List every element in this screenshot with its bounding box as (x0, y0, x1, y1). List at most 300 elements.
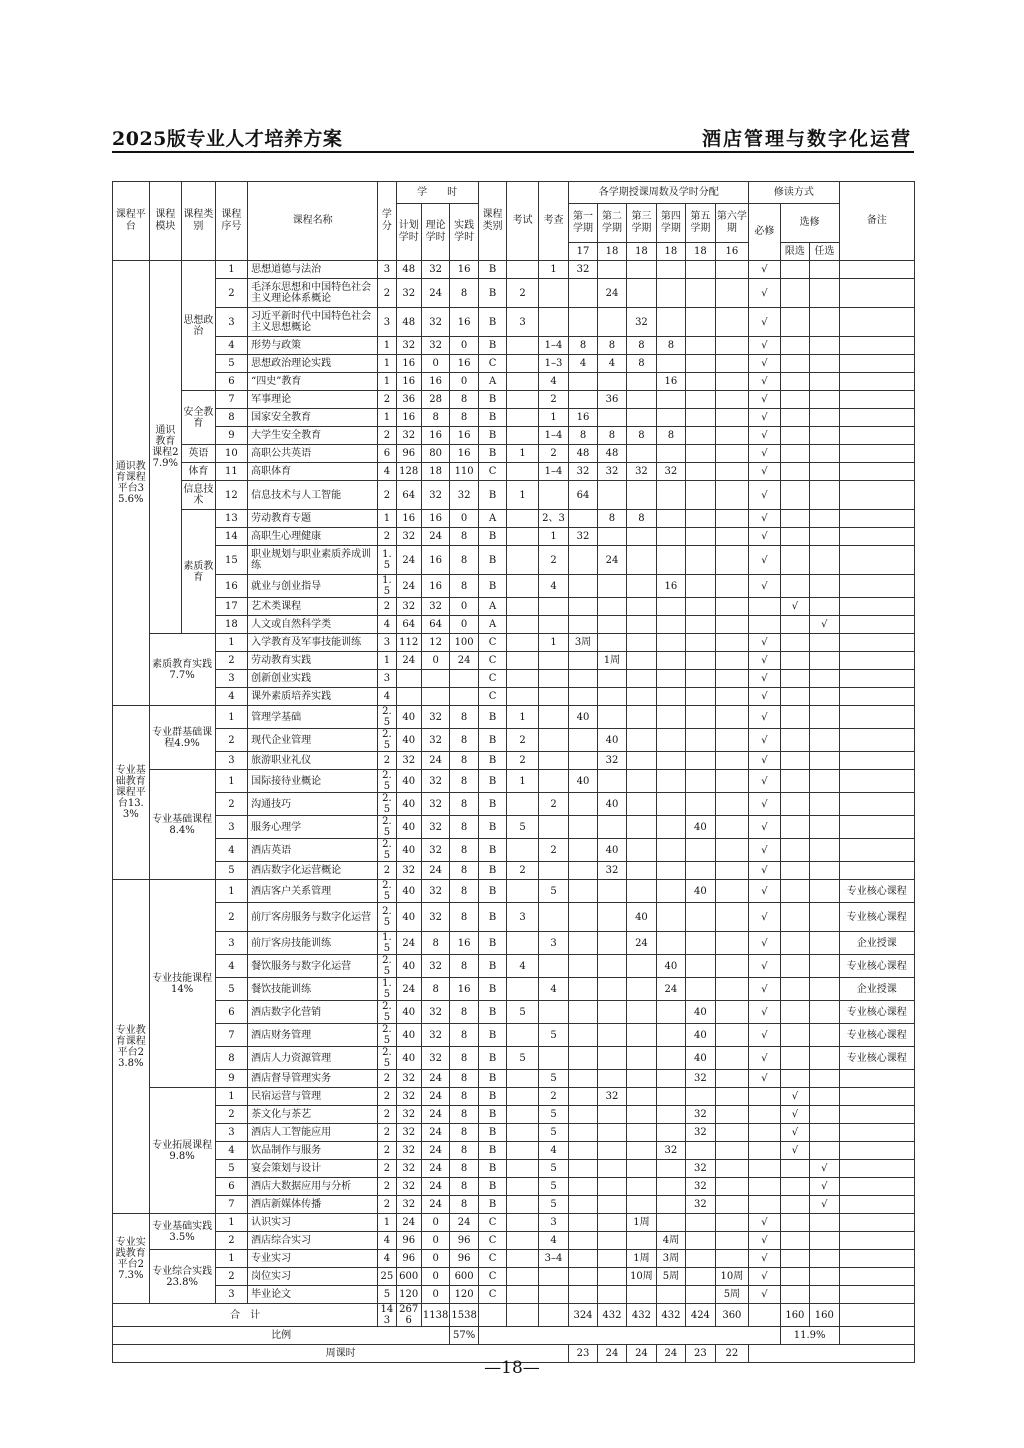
remark-cell (839, 409, 914, 427)
remark-cell (839, 1196, 914, 1214)
sem-6-cell: 5周 (715, 1286, 749, 1304)
table-row (113, 1142, 915, 1160)
sem-2-cell (597, 978, 626, 1001)
exam-cell (507, 598, 539, 616)
course-type-cell: B (478, 770, 506, 793)
theory-hours-cell: 32 (421, 481, 449, 510)
sem-1-cell (569, 839, 597, 862)
seq-cell: 5 (215, 978, 248, 1001)
course-name-cell: 岗位实习 (248, 1268, 378, 1286)
sem-4-cell (656, 1106, 685, 1124)
course-type-cell: B (478, 1088, 506, 1106)
check-cell (538, 616, 568, 634)
sem-1-cell (569, 1001, 597, 1024)
theory-hours-cell: 32 (421, 598, 449, 616)
limited-mark-cell (780, 793, 809, 816)
remark-cell (839, 616, 914, 634)
sem-1-cell: 3周 (569, 634, 597, 652)
course-type-cell: B (478, 793, 506, 816)
practice-hours-cell: 8 (450, 903, 478, 932)
sem-3-cell (627, 528, 656, 546)
plan-hours-cell: 24 (396, 978, 421, 1001)
sem-6-cell (715, 1196, 749, 1214)
theory-hours-cell: 32 (421, 1047, 449, 1070)
theory-hours-cell: 8 (421, 932, 449, 955)
col-remark: 备注 (839, 182, 914, 261)
remark-cell (839, 1070, 914, 1088)
remark-cell: 专业核心课程 (839, 1024, 914, 1047)
table-row (113, 391, 915, 409)
course-type-cell: B (478, 752, 506, 770)
course-name-cell: 旅游职业礼仪 (248, 752, 378, 770)
practice-hours-cell: 24 (450, 1214, 478, 1232)
optional-mark-cell (810, 770, 839, 793)
sem-1-cell (569, 1268, 597, 1286)
seq-cell: 1 (215, 1250, 248, 1268)
practice-hours-cell: 8 (450, 1088, 478, 1106)
sem-5-cell (686, 770, 715, 793)
sem-5-cell (686, 308, 715, 337)
optional-mark-cell (810, 706, 839, 729)
exam-cell: 1 (507, 481, 539, 510)
sem-2-cell (597, 1142, 626, 1160)
theory-hours-cell: 0 (421, 1250, 449, 1268)
category-cell: 思想政治 (182, 261, 216, 391)
doc-header-title: 2025版专业人才培养方案 (112, 128, 343, 150)
remark-cell (839, 481, 914, 510)
sem-6-cell (715, 729, 749, 752)
course-name-cell: 前厅客房服务与数字化运营 (248, 903, 378, 932)
theory-hours-cell (421, 670, 449, 688)
sem-5-cell (686, 373, 715, 391)
total-label: 合 计 (113, 1304, 378, 1327)
course-type-cell: C (478, 1268, 506, 1286)
credit-cell: 2 (378, 1160, 396, 1178)
check-cell (538, 816, 568, 839)
practice-hours-cell: 8 (450, 409, 478, 427)
plan-hours-cell: 112 (396, 634, 421, 652)
sem-4-cell (656, 839, 685, 862)
credit-cell: 4 (378, 1232, 396, 1250)
sem-3-cell: 24 (627, 932, 656, 955)
credit-cell: 2 (378, 862, 396, 880)
sem-5-cell: 32 (686, 1070, 715, 1088)
sem-4-cell (656, 1047, 685, 1070)
course-name-cell: 酒店人力资源管理 (248, 1047, 378, 1070)
sem-3-cell (627, 729, 656, 752)
check-cell (538, 1047, 568, 1070)
remark-cell (839, 463, 914, 481)
sem-5-cell (686, 752, 715, 770)
course-name-cell: 前厅客房技能训练 (248, 932, 378, 955)
credit-cell: 2 (378, 1124, 396, 1142)
sem-1-cell (569, 546, 597, 575)
course-type-cell: C (478, 463, 506, 481)
required-mark-cell: √ (749, 481, 781, 510)
seq-cell: 9 (215, 427, 248, 445)
limited-mark-cell (780, 1160, 809, 1178)
course-type-cell: B (478, 1178, 506, 1196)
sem-1-cell (569, 1070, 597, 1088)
sem-4-cell: 8 (656, 427, 685, 445)
sem-3-cell (627, 1070, 656, 1088)
sem-1-cell (569, 955, 597, 978)
check-cell: 5 (538, 1106, 568, 1124)
required-mark-cell: √ (749, 1024, 781, 1047)
required-mark-cell (749, 1088, 781, 1106)
total-credit: 143 (378, 1304, 396, 1327)
limited-mark-cell (780, 1070, 809, 1088)
plan-hours-cell: 40 (396, 816, 421, 839)
sem-4-cell (656, 1196, 685, 1214)
table-row (113, 598, 915, 616)
table-row (113, 427, 915, 445)
plan-hours-cell: 40 (396, 955, 421, 978)
seq-cell: 1 (215, 1088, 248, 1106)
required-mark-cell: √ (749, 903, 781, 932)
sem-3-cell (627, 1024, 656, 1047)
credit-cell: 2.5 (378, 793, 396, 816)
sem-2-cell: 36 (597, 391, 626, 409)
sem-1-cell (569, 1286, 597, 1304)
remark-cell (839, 355, 914, 373)
theory-hours-cell: 16 (421, 427, 449, 445)
sem-2-cell (597, 670, 626, 688)
credit-cell: 1 (378, 373, 396, 391)
course-type-cell: B (478, 261, 506, 279)
practice-hours-cell: 16 (450, 932, 478, 955)
module-cell: 专业群基础课程4.9% (149, 706, 215, 770)
plan-hours-cell: 40 (396, 1024, 421, 1047)
optional-mark-cell (810, 816, 839, 839)
sem-3-cell (627, 670, 656, 688)
sem-6-cell (715, 932, 749, 955)
course-type-cell: B (478, 862, 506, 880)
optional-mark-cell (810, 903, 839, 932)
credit-cell: 5 (378, 1286, 396, 1304)
required-mark-cell: √ (749, 409, 781, 427)
sem-1-cell (569, 1250, 597, 1268)
sem-2-cell (597, 1047, 626, 1070)
sem-6-cell (715, 409, 749, 427)
remark-cell (839, 688, 914, 706)
plan-hours-cell: 96 (396, 445, 421, 463)
required-mark-cell: √ (749, 670, 781, 688)
remark-cell: 企业授课 (839, 978, 914, 1001)
sem-2-cell: 4 (597, 355, 626, 373)
sem-6-cell (715, 652, 749, 670)
required-mark-cell: √ (749, 634, 781, 652)
weekly-sem-3: 24 (627, 1345, 656, 1363)
seq-cell: 15 (215, 546, 248, 575)
sem-6-cell (715, 706, 749, 729)
credit-cell: 2.5 (378, 1024, 396, 1047)
check-cell: 2 (538, 546, 568, 575)
practice-hours-cell: 8 (450, 1001, 478, 1024)
col-exam: 考试 (507, 182, 539, 261)
credit-cell: 1 (378, 409, 396, 427)
optional-mark-cell (810, 308, 839, 337)
sem-1-cell (569, 391, 597, 409)
optional-mark-cell (810, 1250, 839, 1268)
course-name-cell: 高职公共英语 (248, 445, 378, 463)
check-cell: 1–3 (538, 355, 568, 373)
col-study-mode: 修读方式 (749, 182, 839, 204)
sem-4-cell: 3周 (656, 1250, 685, 1268)
sem-1-cell (569, 729, 597, 752)
check-cell: 3–4 (538, 1250, 568, 1268)
limited-mark-cell (780, 839, 809, 862)
check-cell: 1 (538, 261, 568, 279)
sem-2-cell: 32 (597, 463, 626, 481)
credit-cell: 2.5 (378, 729, 396, 752)
sem-1-cell: 8 (569, 337, 597, 355)
sem-4-cell: 32 (656, 1142, 685, 1160)
sem-2-cell (597, 1268, 626, 1286)
sem-4-cell (656, 670, 685, 688)
sem-6-cell (715, 770, 749, 793)
sem-6-cell (715, 355, 749, 373)
remark-cell (839, 652, 914, 670)
sem-4-cell (656, 528, 685, 546)
seq-cell: 6 (215, 1001, 248, 1024)
blank-cell (538, 1304, 568, 1327)
exam-cell (507, 427, 539, 445)
limited-mark-cell (780, 706, 809, 729)
limited-mark-cell (780, 932, 809, 955)
sem-1-cell: 32 (569, 261, 597, 279)
platform-cell: 通识教育课程平台35.6% (113, 261, 150, 706)
course-name-cell: 课外素质培养实践 (248, 688, 378, 706)
sem-6-cell (715, 373, 749, 391)
sem-2-cell: 32 (597, 1088, 626, 1106)
sem-6-cell (715, 1214, 749, 1232)
sem-2-cell (597, 1124, 626, 1142)
sem-1-cell: 32 (569, 528, 597, 546)
sem-5-cell (686, 337, 715, 355)
course-name-cell: 国家安全教育 (248, 409, 378, 427)
exam-cell (507, 575, 539, 598)
course-type-cell: B (478, 546, 506, 575)
plan-hours-cell: 40 (396, 706, 421, 729)
remark-cell: 专业核心课程 (839, 880, 914, 903)
course-type-cell: B (478, 1124, 506, 1142)
practice-hours-cell: 8 (450, 793, 478, 816)
sem-2-cell (597, 1001, 626, 1024)
exam-cell (507, 1178, 539, 1196)
table-row (113, 373, 915, 391)
seq-cell: 10 (215, 445, 248, 463)
sem-3-cell (627, 481, 656, 510)
sem-5-cell (686, 978, 715, 1001)
limited-mark-cell (780, 1178, 809, 1196)
seq-cell: 16 (215, 575, 248, 598)
check-cell: 4 (538, 1232, 568, 1250)
sem-3-cell (627, 1106, 656, 1124)
course-type-cell: A (478, 373, 506, 391)
required-mark-cell (749, 1160, 781, 1178)
course-type-cell: B (478, 839, 506, 862)
sem-2-cell (597, 1160, 626, 1178)
required-mark-cell: √ (749, 1232, 781, 1250)
theory-hours-cell: 32 (421, 261, 449, 279)
seq-cell: 7 (215, 1024, 248, 1047)
remark-cell: 专业核心课程 (839, 1001, 914, 1024)
optional-mark-cell (810, 391, 839, 409)
credit-cell: 2 (378, 528, 396, 546)
total-sem-1: 324 (569, 1304, 597, 1327)
table-row (113, 839, 915, 862)
sem-6-cell (715, 279, 749, 308)
course-name-cell: 劳动教育实践 (248, 652, 378, 670)
table-row (113, 261, 915, 279)
sem-6-cell (715, 793, 749, 816)
limited-mark-cell (780, 261, 809, 279)
theory-hours-cell: 0 (421, 1232, 449, 1250)
required-mark-cell (749, 598, 781, 616)
sem-6-cell (715, 880, 749, 903)
sem-4-cell (656, 391, 685, 409)
theory-hours-cell: 32 (421, 337, 449, 355)
plan-hours-cell: 32 (396, 337, 421, 355)
plan-hours-cell: 24 (396, 652, 421, 670)
check-cell: 3 (538, 1214, 568, 1232)
sem-5-cell (686, 279, 715, 308)
practice-hours-cell (450, 670, 478, 688)
optional-mark-cell (810, 688, 839, 706)
sem-6-cell (715, 445, 749, 463)
sem-1-cell (569, 1232, 597, 1250)
total-plan: 2676 (396, 1304, 421, 1327)
plan-hours-cell: 32 (396, 1070, 421, 1088)
credit-cell: 2.5 (378, 955, 396, 978)
limited-mark-cell (780, 355, 809, 373)
sem-3-cell (627, 445, 656, 463)
limited-mark-cell (780, 546, 809, 575)
sem-1-cell: 40 (569, 706, 597, 729)
sem-6-cell (715, 481, 749, 510)
blank-cell (839, 1327, 914, 1345)
sem-3-cell (627, 1001, 656, 1024)
limited-mark-cell (780, 528, 809, 546)
sem-3-cell (627, 816, 656, 839)
col-category: 课程类别 (182, 182, 216, 261)
sem-5-cell (686, 1232, 715, 1250)
theory-hours-cell: 32 (421, 308, 449, 337)
check-cell: 4 (538, 373, 568, 391)
optional-mark-cell (810, 1232, 839, 1250)
remark-cell (839, 1250, 914, 1268)
optional-mark-cell (810, 1286, 839, 1304)
sem-4-cell (656, 729, 685, 752)
plan-hours-cell: 40 (396, 1047, 421, 1070)
course-type-cell: B (478, 409, 506, 427)
module-cell: 通识教育课程27.9% (149, 261, 182, 634)
check-cell: 4 (538, 978, 568, 1001)
required-mark-cell: √ (749, 337, 781, 355)
limited-mark-cell (780, 409, 809, 427)
practice-hours-cell: 0 (450, 616, 478, 634)
col-practice-hours: 实践学时 (450, 204, 478, 261)
sem-4-cell: 8 (656, 337, 685, 355)
col-sem-6: 第六学期 (715, 204, 749, 243)
seq-cell: 1 (215, 770, 248, 793)
sem-4-cell (656, 1214, 685, 1232)
sem-5-cell (686, 355, 715, 373)
sem-2-cell: 1周 (597, 652, 626, 670)
course-type-cell: B (478, 391, 506, 409)
remark-cell (839, 1214, 914, 1232)
required-mark-cell (749, 1124, 781, 1142)
col-hours: 学 时 (396, 182, 478, 204)
remark-cell (839, 546, 914, 575)
sem-2-cell (597, 816, 626, 839)
course-name-cell: 认识实习 (248, 1214, 378, 1232)
limited-mark-cell (780, 1001, 809, 1024)
course-name-cell: 习近平新时代中国特色社会主义思想概论 (248, 308, 378, 337)
sem-5-cell (686, 463, 715, 481)
sem-5-cell (686, 481, 715, 510)
course-name-cell: 酒店数字化运营概论 (248, 862, 378, 880)
sem-3-cell (627, 1286, 656, 1304)
remark-cell (839, 752, 914, 770)
sem-1-cell (569, 1124, 597, 1142)
exam-cell (507, 839, 539, 862)
sem-3-cell: 10周 (627, 1268, 656, 1286)
sem-5-cell (686, 427, 715, 445)
col-platform: 课程平台 (113, 182, 150, 261)
seq-cell: 12 (215, 481, 248, 510)
required-mark-cell: √ (749, 688, 781, 706)
theory-hours-cell: 32 (421, 816, 449, 839)
limited-mark-cell: √ (780, 598, 809, 616)
required-mark-cell: √ (749, 729, 781, 752)
credit-cell: 2.5 (378, 839, 396, 862)
sem-2-cell (597, 634, 626, 652)
theory-hours-cell: 24 (421, 1106, 449, 1124)
course-type-cell: B (478, 1070, 506, 1088)
seq-cell: 5 (215, 1160, 248, 1178)
optional-mark-cell (810, 463, 839, 481)
limited-mark-cell (780, 955, 809, 978)
sem-4-cell (656, 445, 685, 463)
check-cell (538, 955, 568, 978)
sem-3-cell (627, 575, 656, 598)
sem-3-cell (627, 688, 656, 706)
total-sem-5: 424 (686, 1304, 715, 1327)
limited-mark-cell (780, 616, 809, 634)
optional-mark-cell (810, 279, 839, 308)
sem-1-cell (569, 1142, 597, 1160)
theory-hours-cell: 24 (421, 528, 449, 546)
course-name-cell: 信息技术与人工智能 (248, 481, 378, 510)
practice-hours-cell: 16 (450, 261, 478, 279)
theory-hours-cell: 0 (421, 1214, 449, 1232)
optional-mark-cell: √ (810, 1160, 839, 1178)
credit-cell: 2.5 (378, 1047, 396, 1070)
theory-hours-cell: 24 (421, 1142, 449, 1160)
course-name-cell: 入学教育及军事技能训练 (248, 634, 378, 652)
table-row (113, 1070, 915, 1088)
platform-cell: 专业基础教育课程平台13.3% (113, 706, 150, 880)
practice-hours-cell: 16 (450, 308, 478, 337)
plan-hours-cell: 600 (396, 1268, 421, 1286)
remark-cell (839, 598, 914, 616)
required-mark-cell (749, 616, 781, 634)
sem-3-cell: 8 (627, 355, 656, 373)
limited-mark-cell (780, 903, 809, 932)
practice-hours-cell: 8 (450, 839, 478, 862)
